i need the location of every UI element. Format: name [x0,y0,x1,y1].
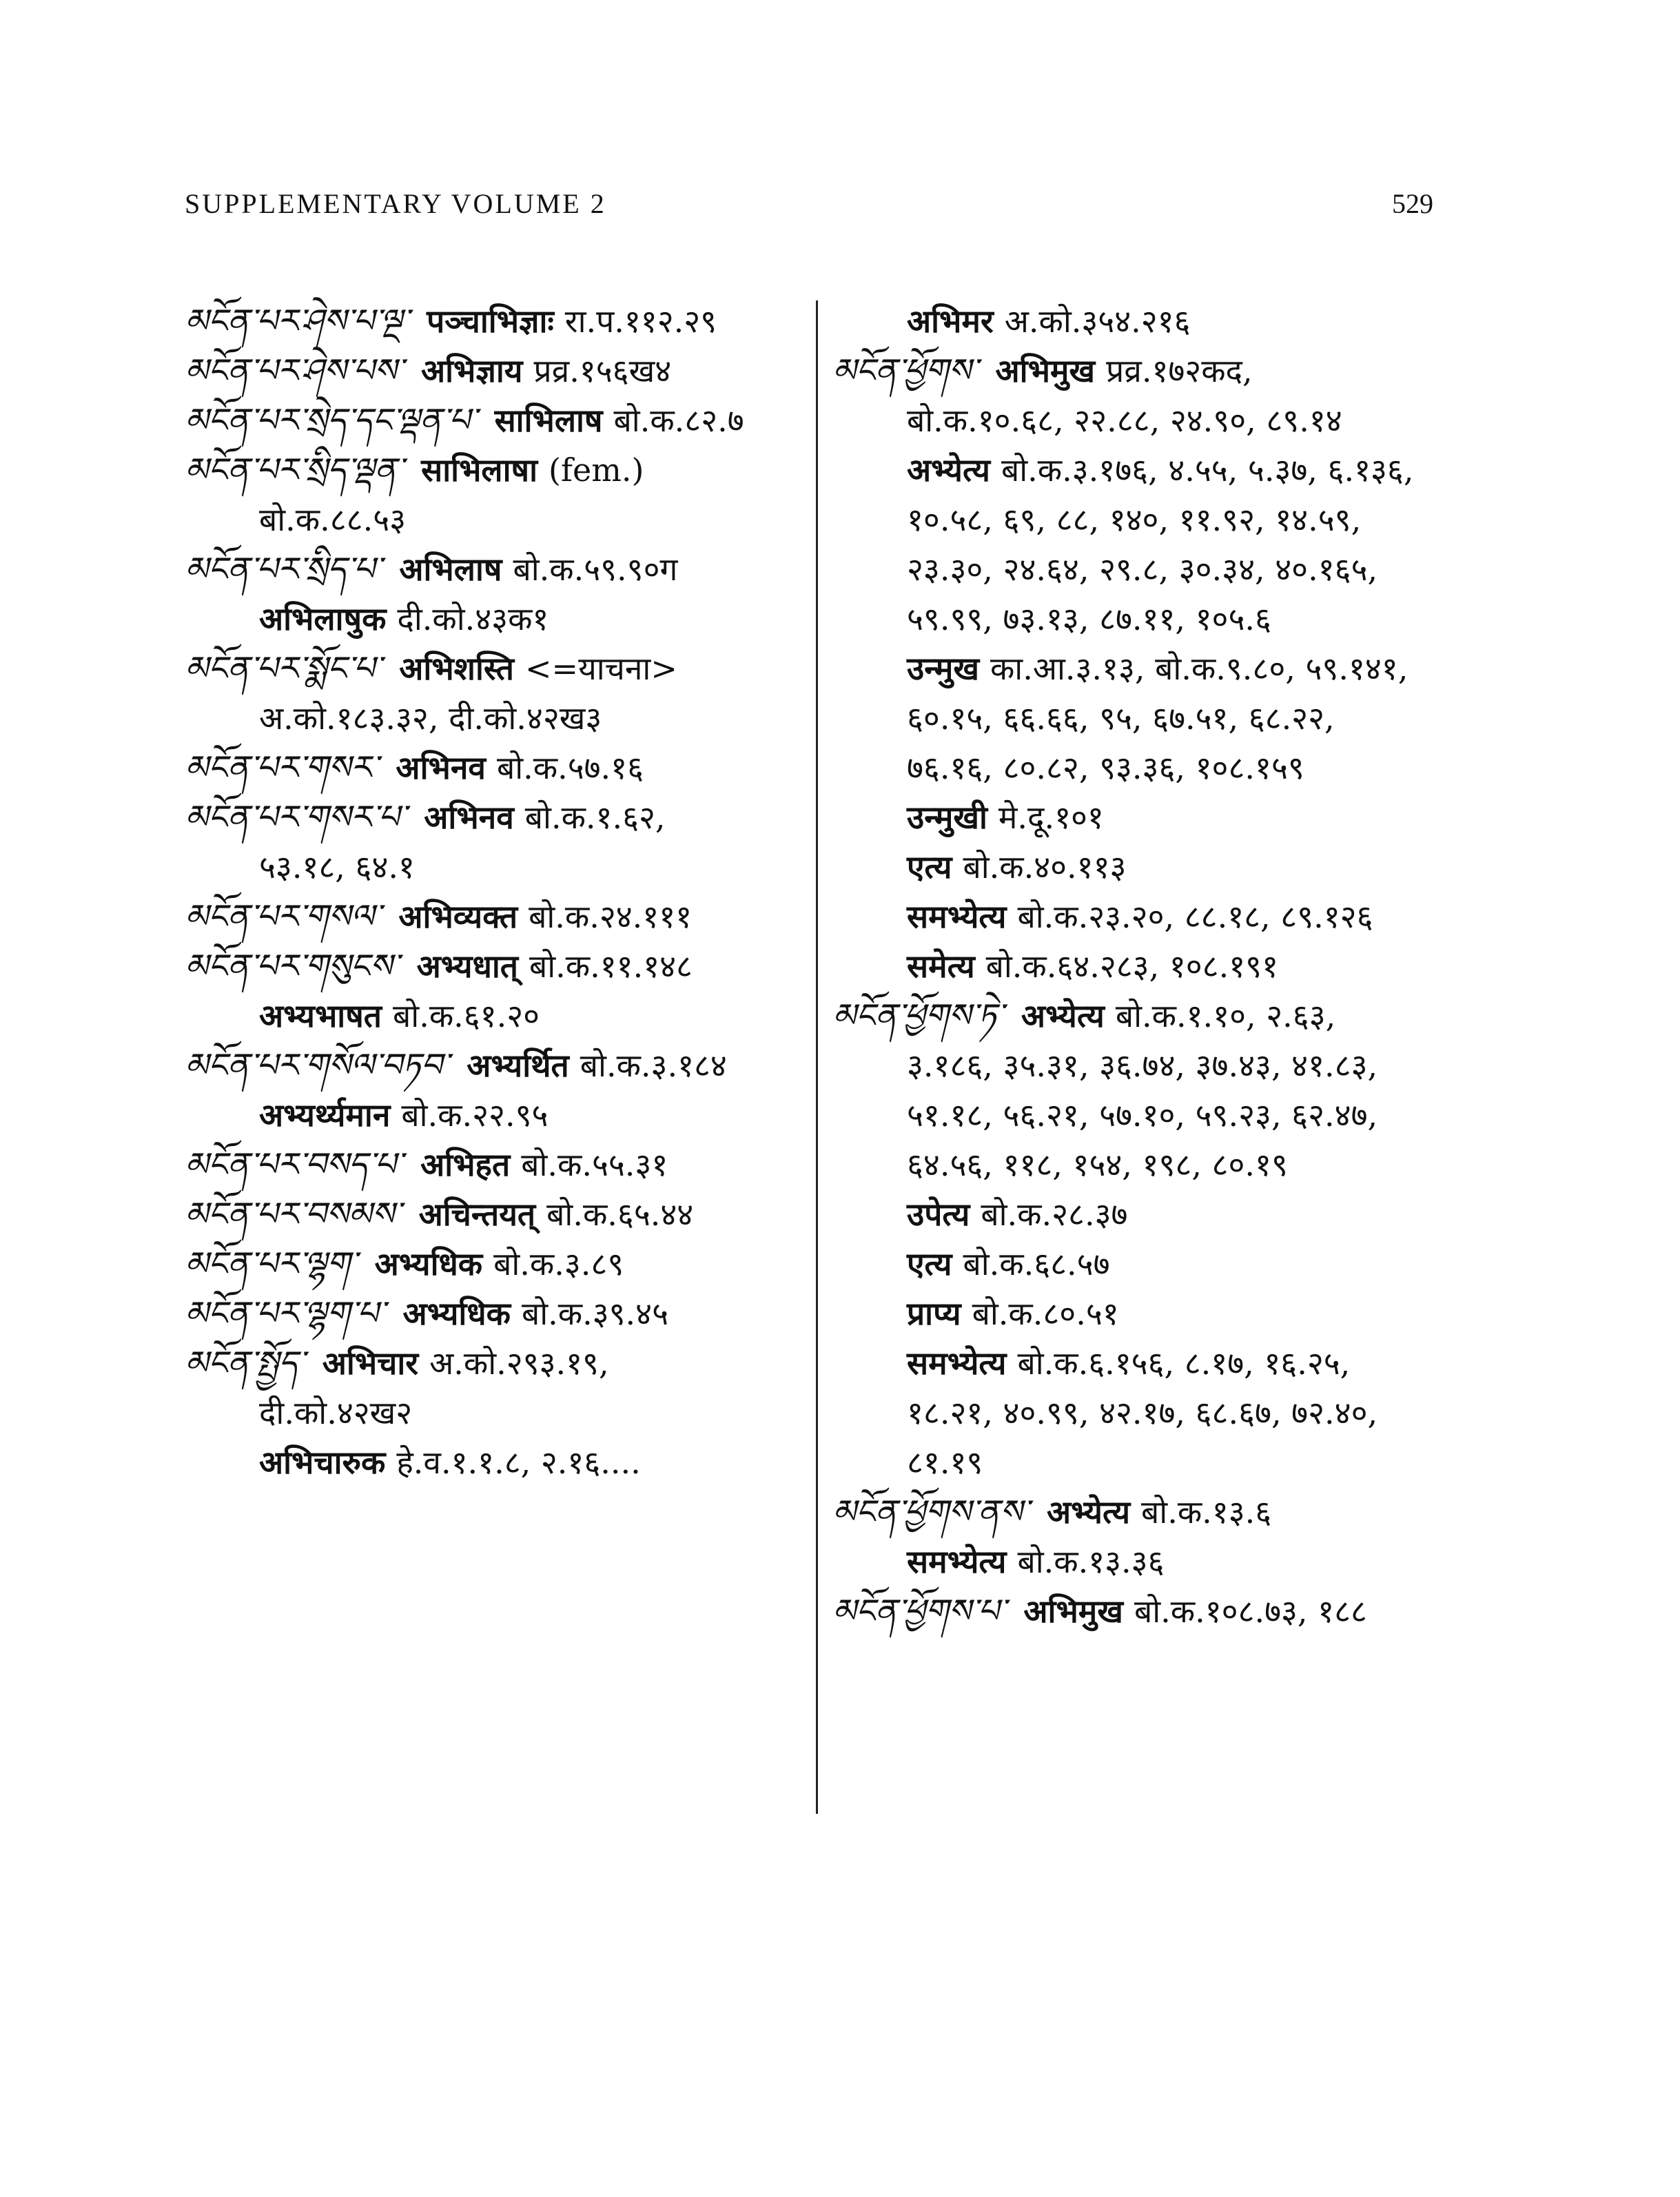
sanskrit-equivalent: अभिलाषुक [259,600,387,637]
entry-continuation-line [832,1090,1466,1140]
entry-continuation-line [185,1438,805,1487]
source-reference: बो.क.३९.४५ [521,1295,669,1332]
sanskrit-equivalent: अभिचार [322,1345,419,1382]
entry-headword-line [832,991,1466,1041]
sanskrit-equivalent: अभिनव [424,799,514,836]
source-reference: दी.को.४२ख२ [259,1394,413,1431]
source-reference: अ.को.१८३.३२, दी.को.४२ख३ [259,699,602,737]
source-reference: ३.१८६, ३५.३१, ३६.७४, ३७.४३, ४१.८३, [907,1047,1378,1084]
entry-headword-line [185,396,805,445]
entry-headword-line [185,296,805,346]
entry-headword-line [185,1239,805,1289]
sanskrit-equivalent: अभ्येत्य [907,451,990,489]
sanskrit-equivalent: समभ्येत्य [907,1543,1007,1580]
entry-continuation-line [832,445,1466,495]
sanskrit-equivalent: पञ्चाभिज्ञाः [427,303,554,340]
tibetan-headword: མངོན་པར་སྲིད་ལྡན་ [185,451,404,489]
source-reference: ५१.१८, ५६.२१, ५७.१०, ५९.२३, ६२.४७, [907,1096,1378,1134]
sanskrit-equivalent: अचिन्तयत् [418,1196,536,1233]
entry-continuation-line [185,693,805,743]
tibetan-headword: མངོན་པར་བསམས་ [185,1195,401,1234]
tibetan-headword: མངོན་པར་ལྷག་པ་ [185,1294,385,1333]
sanskrit-equivalent: अभ्यर्थ्यमान [259,1096,391,1134]
source-reference: बो.क.८८.५३ [259,501,407,538]
source-reference: बो.क.३.८९ [493,1245,624,1283]
entry-headword-line [185,544,805,594]
entry-continuation-line [832,1140,1466,1189]
entry-headword-line [185,1289,805,1338]
source-reference: हे.व.१.१.८, २.१६.... [396,1444,641,1481]
sanskrit-equivalent: अभिमुख [1023,1593,1123,1630]
sanskrit-equivalent: अभिचारुक [259,1444,386,1481]
entry-continuation-line [832,892,1466,941]
sanskrit-equivalent: अभ्यधात् [416,948,518,985]
entry-continuation-line [832,296,1466,346]
source-reference: बो.क.६५.४४ [546,1196,694,1233]
source-reference: का.आ.३.१३, बो.क.९.८०, ५९.१४१, [990,650,1408,687]
entry-continuation-line [832,1537,1466,1586]
source-reference: बो.क.५७.१६ [496,749,644,786]
source-reference: बो.क.६८.५७ [963,1245,1110,1283]
source-reference: बो.क.५५.३१ [521,1146,668,1183]
sanskrit-equivalent: अभ्यभाषत [259,997,382,1034]
tibetan-headword: མངོན་པར་ལྷག་ [185,1245,357,1283]
entry-continuation-line [832,1338,1466,1388]
sanskrit-equivalent: अभ्यर्थित [467,1047,569,1084]
sanskrit-equivalent: एत्य [907,1245,952,1283]
sanskrit-equivalent: साभिलाष [494,402,603,439]
source-reference: बो.क.३.१७६, ४.५५, ५.३७, ६.१३६, [1001,451,1414,489]
tibetan-headword: མངོན་པར་སྲེད་དང་ལྡན་པ་ [185,401,477,440]
entry-headword-line [185,644,805,693]
entry-continuation-line [185,1388,805,1438]
entry-continuation-line [185,1090,805,1140]
source-reference: बो.क.६४.२८३, १०८.१९१ [985,948,1278,985]
entry-continuation-line [832,1388,1466,1438]
source-reference: बो.क.४०.११३ [963,848,1127,886]
source-reference: बो.क.१.१०, २.६३, [1115,997,1336,1034]
tibetan-headword: མངོན་པར་གསུངས་ [185,947,399,985]
entry-continuation-line [832,594,1466,644]
tibetan-headword: མངོན་པར་གསར་ [185,748,378,787]
sanskrit-equivalent: समेत्य [907,948,975,985]
sanskrit-equivalent: समभ्येत्य [907,898,1007,935]
entry-continuation-line [832,693,1466,743]
entry-continuation-line [185,991,805,1041]
tibetan-headword: མངོན་པར་གསར་པ་ [185,798,407,837]
entry-headword-line [185,1140,805,1189]
entry-continuation-line [832,1289,1466,1338]
sanskrit-equivalent: उन्मुख [907,650,979,687]
sanskrit-equivalent: अभिज्ञाय [420,352,523,389]
source-reference: १०.५८, ६९, ८८, १४०, ११.९२, १४.५९, [907,501,1362,538]
sanskrit-equivalent: अभ्येत्य [1047,1493,1131,1531]
source-reference: बो.क.२४.१११ [529,898,693,935]
source-reference: बो.क.२८.३७ [981,1196,1128,1233]
entry-continuation-line [832,941,1466,991]
right-column [832,296,1466,1636]
entry-continuation-line [832,743,1466,793]
tibetan-headword: མངོན་པར་ཤེས་པ་ལྔ་ [185,302,409,340]
source-reference: ६४.५६, ११८, १५४, १९८, ८०.१९ [907,1146,1288,1183]
source-reference: मे.दू.१०१ [998,799,1104,836]
tibetan-headword: མངོན་པར་ཤེས་པས་ [185,351,403,390]
source-reference: बो.क.१३.३६ [1017,1543,1165,1580]
tibetan-headword: མངོན་པར་གསོལ་བཏབ་ [185,1046,449,1085]
source-reference: रा.प.११२.२९ [564,303,717,340]
entry-continuation-line [832,793,1466,842]
tibetan-headword: མངོན་པར་བསད་པ་ [185,1145,403,1184]
entry-headword-line [185,1338,805,1388]
entry-continuation-line [185,495,805,544]
source-reference: अ.को.३५४.२१६ [1004,303,1191,340]
page-number: 529 [1392,188,1433,219]
entry-continuation-line [832,1239,1466,1289]
sanskrit-equivalent: उन्मुखी [907,799,987,836]
tibetan-headword: མངོན་ཕྱོགས་ནས་ [832,1493,1029,1531]
source-reference: ५३.१८, ६४.१ [259,848,415,886]
tibetan-headword: མངོན་ཕྱོགས་ [832,351,978,390]
sanskrit-equivalent: प्राप्य [907,1295,961,1332]
source-reference: बो.क.८०.५१ [972,1295,1119,1332]
tibetan-headword: མངོན་པར་སྲིད་པ་ [185,550,382,589]
tibetan-headword: མངོན་སྤྱོད་ [185,1344,305,1382]
entry-headword-line [185,743,805,793]
entry-headword-line [185,1041,805,1090]
tibetan-headword: མངོན་པར་གསལ་ [185,897,381,936]
source-reference: १८.२१, ४०.९९, ४२.१७, ६८.६७, ७२.४०, [907,1394,1378,1431]
source-reference: बो.क.१०.६८, २२.८८, २४.९०, ८९.१४ [907,402,1342,439]
entry-continuation-line [832,495,1466,544]
source-reference: बो.क.१.६२, [524,799,666,836]
source-reference: बो.क.६१.२० [393,997,540,1034]
tibetan-headword: མངོན་པར་སྨོང་པ་ [185,649,382,688]
source-reference: बो.क.११.१४८ [529,948,693,985]
entry-headword-line [185,941,805,991]
sanskrit-equivalent: अभ्यधिक [402,1295,511,1332]
source-reference: बो.क.२२.९५ [401,1096,549,1134]
sanskrit-equivalent: अभिमुख [995,352,1096,389]
source-reference: २३.३०, २४.६४, २९.८, ३०.३४, ४०.१६५, [907,551,1378,588]
sanskrit-equivalent: समभ्येत्य [907,1345,1007,1382]
sanskrit-equivalent: उपेत्य [907,1196,970,1233]
entry-continuation-line [832,396,1466,445]
source-reference: बो.क.८२.७ [613,402,744,439]
column-divider [816,300,818,1814]
sanskrit-equivalent: अभ्यधिक [374,1245,483,1283]
entry-continuation-line [185,842,805,892]
source-reference: <=याचना> [524,650,677,687]
entry-continuation-line [185,594,805,644]
sanskrit-equivalent: अभ्येत्य [1021,997,1105,1034]
source-reference: ५९.९९, ७३.१३, ८७.११, १०५.६ [907,600,1271,637]
source-reference: (fem.) [549,451,644,489]
entry-headword-line [185,1189,805,1239]
sanskrit-equivalent: अभिशस्ति [399,650,514,687]
source-reference: बो.क.१३.६ [1141,1493,1272,1531]
entry-headword-line [832,1487,1466,1537]
entry-continuation-line [832,544,1466,594]
source-reference: बो.क.५९.९०ग [513,551,678,588]
source-reference: प्रव्र.१७२कद, [1106,352,1253,389]
source-reference: बो.क.३.१८४ [580,1047,727,1084]
entry-headword-line [832,346,1466,396]
left-column [185,296,805,1487]
source-reference: प्रव्र.१५६ख४ [533,352,672,389]
source-reference: ८१.१९ [907,1444,983,1481]
entry-continuation-line [832,1041,1466,1090]
sanskrit-equivalent: अभिमर [907,303,994,340]
source-reference: बो.क.२३.२०, ८८.१८, ८९.१२६ [1017,898,1373,935]
entry-continuation-line [832,644,1466,693]
entry-headword-line [832,1586,1466,1636]
sanskrit-equivalent: अभिव्यक्त [398,898,518,935]
sanskrit-equivalent: एत्य [907,848,952,886]
source-reference: दी.को.४३क१ [397,600,549,637]
source-reference: ७६.१६, ८०.८२, ९३.३६, १०८.१५९ [907,749,1304,786]
tibetan-headword: མངོན་ཕྱོགས་ཏེ་ [832,997,1003,1035]
entry-headword-line [185,793,805,842]
source-reference: अ.को.२९३.१९, [429,1345,609,1382]
source-reference: ६०.१५, ६६.६६, ९५, ६७.५१, ६८.२२, [907,699,1335,737]
source-reference: बो.क.६.१५६, ८.१७, १६.२५, [1017,1345,1351,1382]
sanskrit-equivalent: अभिलाष [399,551,502,588]
tibetan-headword: མངོན་ཕྱོགས་པ་ [832,1592,1006,1631]
entry-headword-line [185,346,805,396]
running-head: SUPPLEMENTARY VOLUME 2 [185,188,606,219]
source-reference: बो.क.१०८.७३, १८८ [1134,1593,1367,1630]
entry-headword-line [185,892,805,941]
sanskrit-equivalent: अभिनव [396,749,486,786]
entry-continuation-line [832,1189,1466,1239]
entry-continuation-line [832,1438,1466,1487]
sanskrit-equivalent: अभिहत [420,1146,511,1183]
entry-headword-line [185,445,805,495]
entry-continuation-line [832,842,1466,892]
sanskrit-equivalent: साभिलाषा [421,451,538,489]
